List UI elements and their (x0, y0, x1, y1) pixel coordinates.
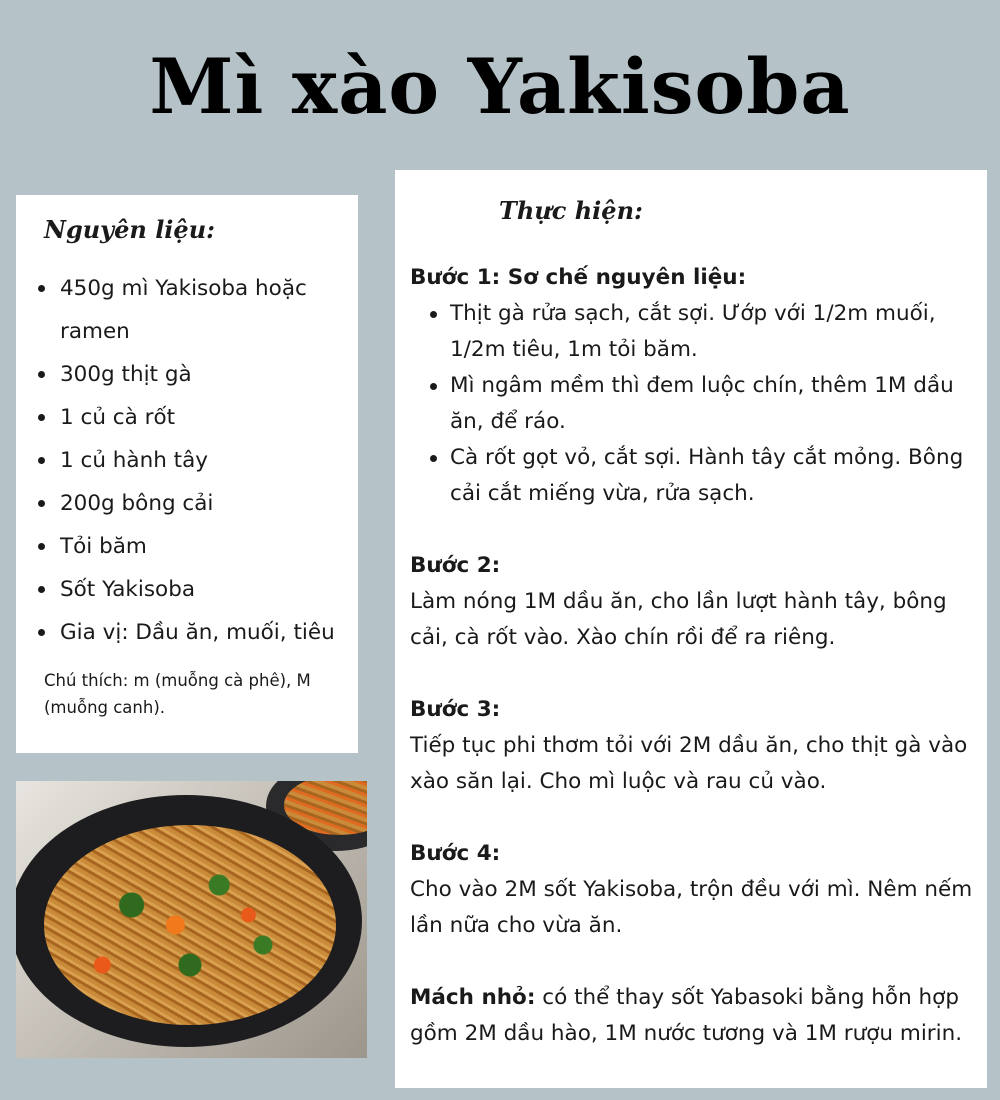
ingredients-heading: Nguyên liệu: (44, 215, 215, 244)
step-bullet: Thịt gà rửa sạch, cắt sợi. Ướp với 1/2m muối, 1/2m tiêu, 1m tỏi băm. (450, 296, 980, 368)
ingredient-item: Tỏi băm (60, 525, 350, 568)
ingredient-item: 450g mì Yakisoba hoặc ramen (60, 267, 350, 353)
step-text: Làm nóng 1M dầu ăn, cho lần lượt hành tây, bông cải, cà rốt vào. Xào chín rồi để ra riêng. (410, 589, 947, 650)
ingredient-item: Sốt Yakisoba (60, 568, 350, 611)
step-4 (410, 836, 980, 944)
ingredient-item: 1 củ cà rốt (60, 396, 350, 439)
ingredient-item: 300g thịt gà (60, 353, 350, 396)
step-1 (410, 260, 980, 512)
tip-text: có thể thay sốt Yabasoki bằng hỗn hợp gồm 2M dầu hào, 1M nước tương và 1M rượu mirin. (410, 985, 963, 1046)
step-title: Bước 2: (410, 553, 501, 578)
step-title: Bước 1: Sơ chế nguyên liệu: (410, 265, 747, 290)
ingredients-card (16, 195, 358, 753)
noodles (44, 825, 336, 1025)
instructions-card (395, 170, 987, 1088)
page-title: Mì xào Yakisoba (149, 42, 851, 131)
ingredients-list (16, 267, 350, 654)
ingredient-item: Gia vị: Dầu ăn, muối, tiêu (60, 611, 350, 654)
step-bullet: Cà rốt gọt vỏ, cắt sợi. Hành tây cắt mỏng. Bông cải cắt miếng vừa, rửa sạch. (450, 440, 980, 512)
yakisoba-photo (16, 781, 367, 1058)
tip (410, 980, 980, 1052)
step-1-list (410, 296, 980, 512)
tip-label: Mách nhỏ: (410, 985, 536, 1010)
step-text: Cho vào 2M sốt Yakisoba, trộn đều với mì. Nêm nếm lần nữa cho vừa ăn. (410, 877, 973, 938)
step-title: Bước 3: (410, 697, 501, 722)
ingredient-item: 200g bông cải (60, 482, 350, 525)
step-text: Tiếp tục phi thơm tỏi với 2M dầu ăn, cho thịt gà vào xào săn lại. Cho mì luộc và rau củ vào. (410, 733, 968, 794)
step-title: Bước 4: (410, 841, 501, 866)
instructions-body (410, 260, 980, 1088)
step-bullet: Mì ngâm mềm thì đem luộc chín, thêm 1M dầu ăn, để ráo. (450, 368, 980, 440)
measurement-note: Chú thích: m (muỗng cà phê), M (muỗng canh). (44, 671, 311, 717)
step-2 (410, 548, 980, 656)
step-3 (410, 692, 980, 800)
instructions-heading: Thực hiện: (499, 196, 643, 225)
ingredient-item: 1 củ hành tây (60, 439, 350, 482)
